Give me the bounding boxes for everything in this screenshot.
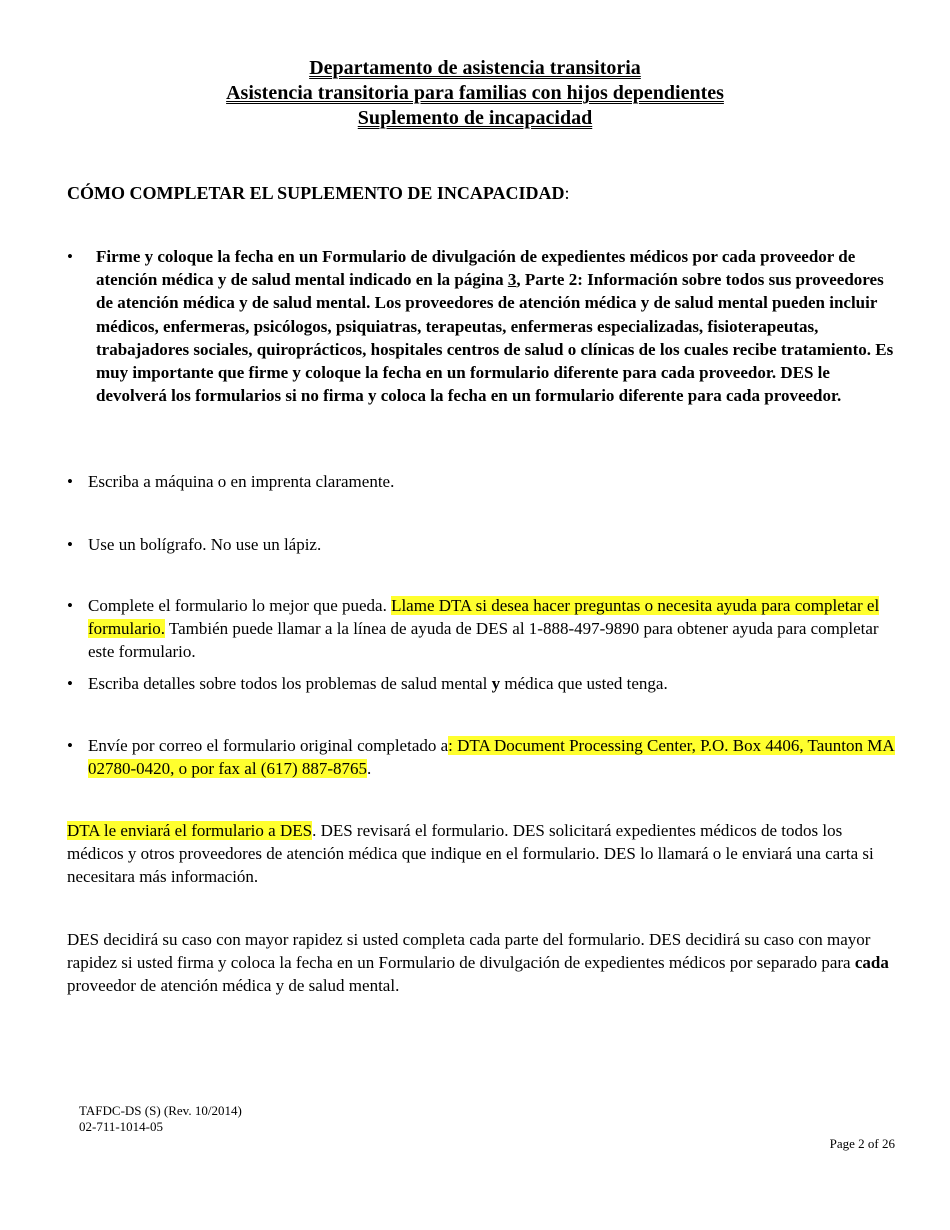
list-item-text (67, 734, 897, 780)
bullet-icon: • (67, 247, 73, 266)
header-program-title: Asistencia transitoria para familias con hijos dependientes (226, 82, 724, 104)
header-agency-title: Departamento de asistencia transitoria (309, 57, 641, 79)
highlighted-text: Llame DTA si desea hacer preguntas o necesita ayuda para completar el formulario. (88, 596, 880, 639)
emphasis-text: y (491, 674, 501, 693)
form-number: 02-711-1014-05 (79, 1119, 164, 1134)
footer-form-info (79, 1103, 242, 1135)
paragraph-dta-process (67, 819, 897, 889)
emphasis-text: cada (854, 953, 889, 973)
list-item-text (67, 594, 897, 664)
form-id: TAFDC-DS (S) (Rev. 10/2014) (79, 1103, 242, 1118)
paragraph-text: proveedor de atención médica y de salud mental. (67, 976, 400, 996)
bullet-icon: • (67, 736, 73, 755)
section-heading-colon: : (564, 183, 570, 203)
list-item (67, 470, 897, 493)
highlighted-text: DTA le enviará el formulario a DES (67, 821, 313, 840)
list-item-text-part: Escriba detalles sobre todos los problemas de salud mental (88, 674, 492, 693)
paragraph-text: . DES revisará el formulario. DES solicitará expedientes médicos de todos los médicos y otros proveedores de atención médica que indique en el formulario. DES lo llamará o le enviará una carta si necesitara más información. (67, 821, 874, 887)
list-item-text: Use un bolígrafo. No use un lápiz. (88, 535, 322, 554)
bullet-icon: • (67, 596, 73, 615)
page-reference: 3 (507, 270, 517, 290)
bullet-icon: • (67, 472, 73, 491)
list-item (67, 245, 897, 407)
bullet-icon: • (67, 535, 73, 554)
section-heading-text: CÓMO COMPLETAR EL SUPLEMENTO DE INCAPACIDAD (67, 183, 565, 203)
list-item-text-part: Firme y coloque la fecha en un Formulario de divulgación de expedientes médicos por cada proveedor de atención médica y de salud mental indicado en la página (96, 247, 856, 290)
section-heading (67, 182, 570, 205)
list-item-text (67, 672, 897, 695)
bullet-icon: • (67, 674, 73, 693)
list-item (67, 672, 897, 695)
paragraph-des-decision (67, 928, 897, 998)
list-item-text-part: , Parte 2: Información sobre todos sus proveedores de atención médica y de salud mental. Los proveedores de atención médica y de salud mental pueden incluir médicos, enfermeras, psicólogos, psiquiatras, terapeutas, enfermeras especializadas, fisioterapeutas, trabajadores sociales, quiroprácticos, hospitales centros de salud o clínicas de los cuales recibe tratamiento. Es muy importante que firme y coloque la fecha en un formulario diferente para cada proveedor. DES le devolverá los formularios si no firma y coloca la fecha en un formulario diferente para cada proveedor. (96, 270, 894, 406)
list-item (67, 734, 897, 780)
list-item-text-part: Complete el formulario lo mejor que pueda. (88, 596, 392, 615)
list-item-text-part: médica que usted tenga. (500, 674, 668, 693)
paragraph-text: DES decidirá su caso con mayor rapidez si usted completa cada parte del formulario. DES decidirá su caso con mayor rapidez si usted firma y coloca la fecha en un Formulario de divulgación de expedientes médicos por separado para (67, 930, 871, 973)
header-form-title: Suplemento de incapacidad (357, 107, 593, 129)
list-item-text: Escriba a máquina o en imprenta claramente. (88, 472, 395, 491)
document-header (0, 56, 950, 131)
list-item (67, 533, 897, 556)
page-number: Page 2 of 26 (829, 1136, 895, 1151)
list-item (67, 594, 897, 664)
list-item-text-part: . (367, 759, 372, 779)
list-item-text (67, 245, 897, 407)
list-item-text-part: También puede llamar a la línea de ayuda de DES al 1-888-497-9890 para obtener ayuda para completar este formulario. (88, 619, 879, 662)
highlighted-address: : DTA Document Processing Center, P.O. Box 4406, Taunton MA 02780-0420, o por fax al (617) 887-8765 (88, 736, 895, 779)
list-item-text-part: Envíe por correo el formulario original completado a (88, 736, 449, 755)
